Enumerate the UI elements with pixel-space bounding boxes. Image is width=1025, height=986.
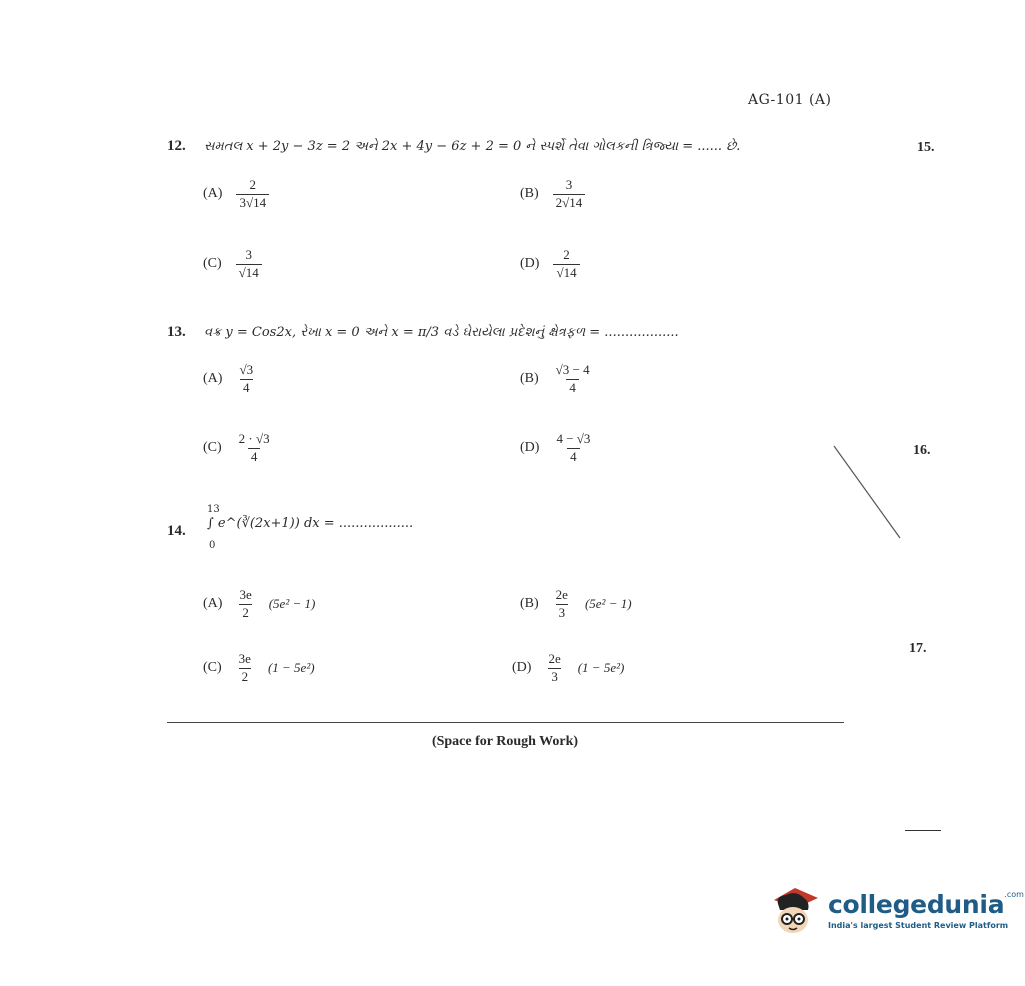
option-label: (D)	[512, 660, 532, 676]
fraction: $\frac{√3 - 4}{4}$	[555, 362, 590, 395]
margin-number-17: 17.	[909, 641, 927, 656]
q14-option-b	[520, 588, 632, 621]
option-factor: (5e² − 1)	[268, 596, 316, 612]
integral-upper-limit: 13	[207, 504, 220, 515]
option-label: (D)	[520, 440, 540, 456]
question-13-text: વક્ર y = Cos2x, રેખા x = 0 અને x = π/3 વડે ઘેરાયેલા પ્રદેશનું ક્ષેત્રફળ = ..................	[204, 325, 679, 340]
brand-suffix: .com	[1004, 890, 1024, 899]
fraction: $\frac{3e}{2}$	[239, 587, 252, 620]
q13-option-b	[520, 363, 593, 396]
q14-option-a	[203, 588, 315, 621]
brand-tagline: India's largest Student Review Platform	[828, 921, 1009, 930]
option-factor: (5e² − 1)	[584, 596, 632, 612]
q13-option-d	[520, 432, 593, 465]
logo-text	[828, 890, 1024, 930]
option-label: (A)	[203, 596, 223, 612]
fraction: $\frac{2 \cdot √3}{4}$	[238, 431, 270, 464]
q12-option-c	[203, 248, 262, 281]
fraction: $\frac{√3}{4}$	[239, 362, 254, 395]
question-14-number: 14.	[167, 523, 186, 539]
question-13-number: 13.	[167, 324, 186, 340]
margin-dash	[905, 830, 941, 831]
fraction: $\frac{4 - √3}{4}$	[556, 431, 591, 464]
question-12-text: સમતલ x + 2y − 3z = 2 અને 2x + 4y − 6z + 2 = 0 ને સ્પર્શે તેવા ગોલકની ત્રિજ્યા = ...... છે.	[204, 139, 741, 154]
pencil-mark	[830, 440, 910, 550]
q12-option-d	[520, 248, 580, 281]
q13-option-a	[203, 363, 256, 396]
fraction: $\frac{2}{√14}$	[553, 248, 579, 281]
margin-number-16: 16.	[913, 443, 931, 458]
option-label: (C)	[203, 440, 222, 456]
fraction: $\frac{2e}{3}$	[555, 587, 568, 620]
q12-option-a	[203, 178, 269, 211]
option-label: (B)	[520, 371, 539, 387]
option-factor: (1 − 5e²)	[577, 660, 625, 676]
fraction: $\frac{2e}{3}$	[548, 651, 561, 684]
rough-work-label: (Space for Rough Work)	[431, 734, 579, 749]
integral-lower-limit: 0	[209, 540, 216, 551]
option-label: (A)	[203, 371, 223, 387]
q13-option-c	[203, 432, 273, 465]
mascot-icon	[768, 884, 822, 936]
brand-name: collegedunia	[828, 890, 1005, 919]
option-label: (B)	[520, 596, 539, 612]
question-12-number: 12.	[167, 138, 186, 154]
collegedunia-logo	[768, 884, 1024, 936]
q14-option-c	[203, 652, 315, 685]
fraction: $\frac{3}{2√14}$	[553, 178, 586, 211]
option-label: (C)	[203, 256, 222, 272]
option-label: (A)	[203, 186, 223, 202]
question-14-integral: ∫ e^(∛(2x+1)) dx = ..................	[207, 516, 414, 531]
q14-option-d	[512, 652, 624, 685]
margin-number-15: 15.	[917, 140, 935, 155]
option-factor: (1 − 5e²)	[267, 660, 315, 676]
fraction: $\frac{3}{√14}$	[236, 248, 262, 281]
fraction: $\frac{3e}{2}$	[238, 651, 251, 684]
option-label: (B)	[520, 186, 539, 202]
option-label: (C)	[203, 660, 222, 676]
divider-line	[167, 722, 844, 723]
q12-option-b	[520, 178, 585, 211]
paper-code: AG-101 (A)	[748, 92, 832, 108]
option-label: (D)	[520, 256, 540, 272]
fraction: $\frac{2}{3√14}$	[236, 178, 269, 211]
